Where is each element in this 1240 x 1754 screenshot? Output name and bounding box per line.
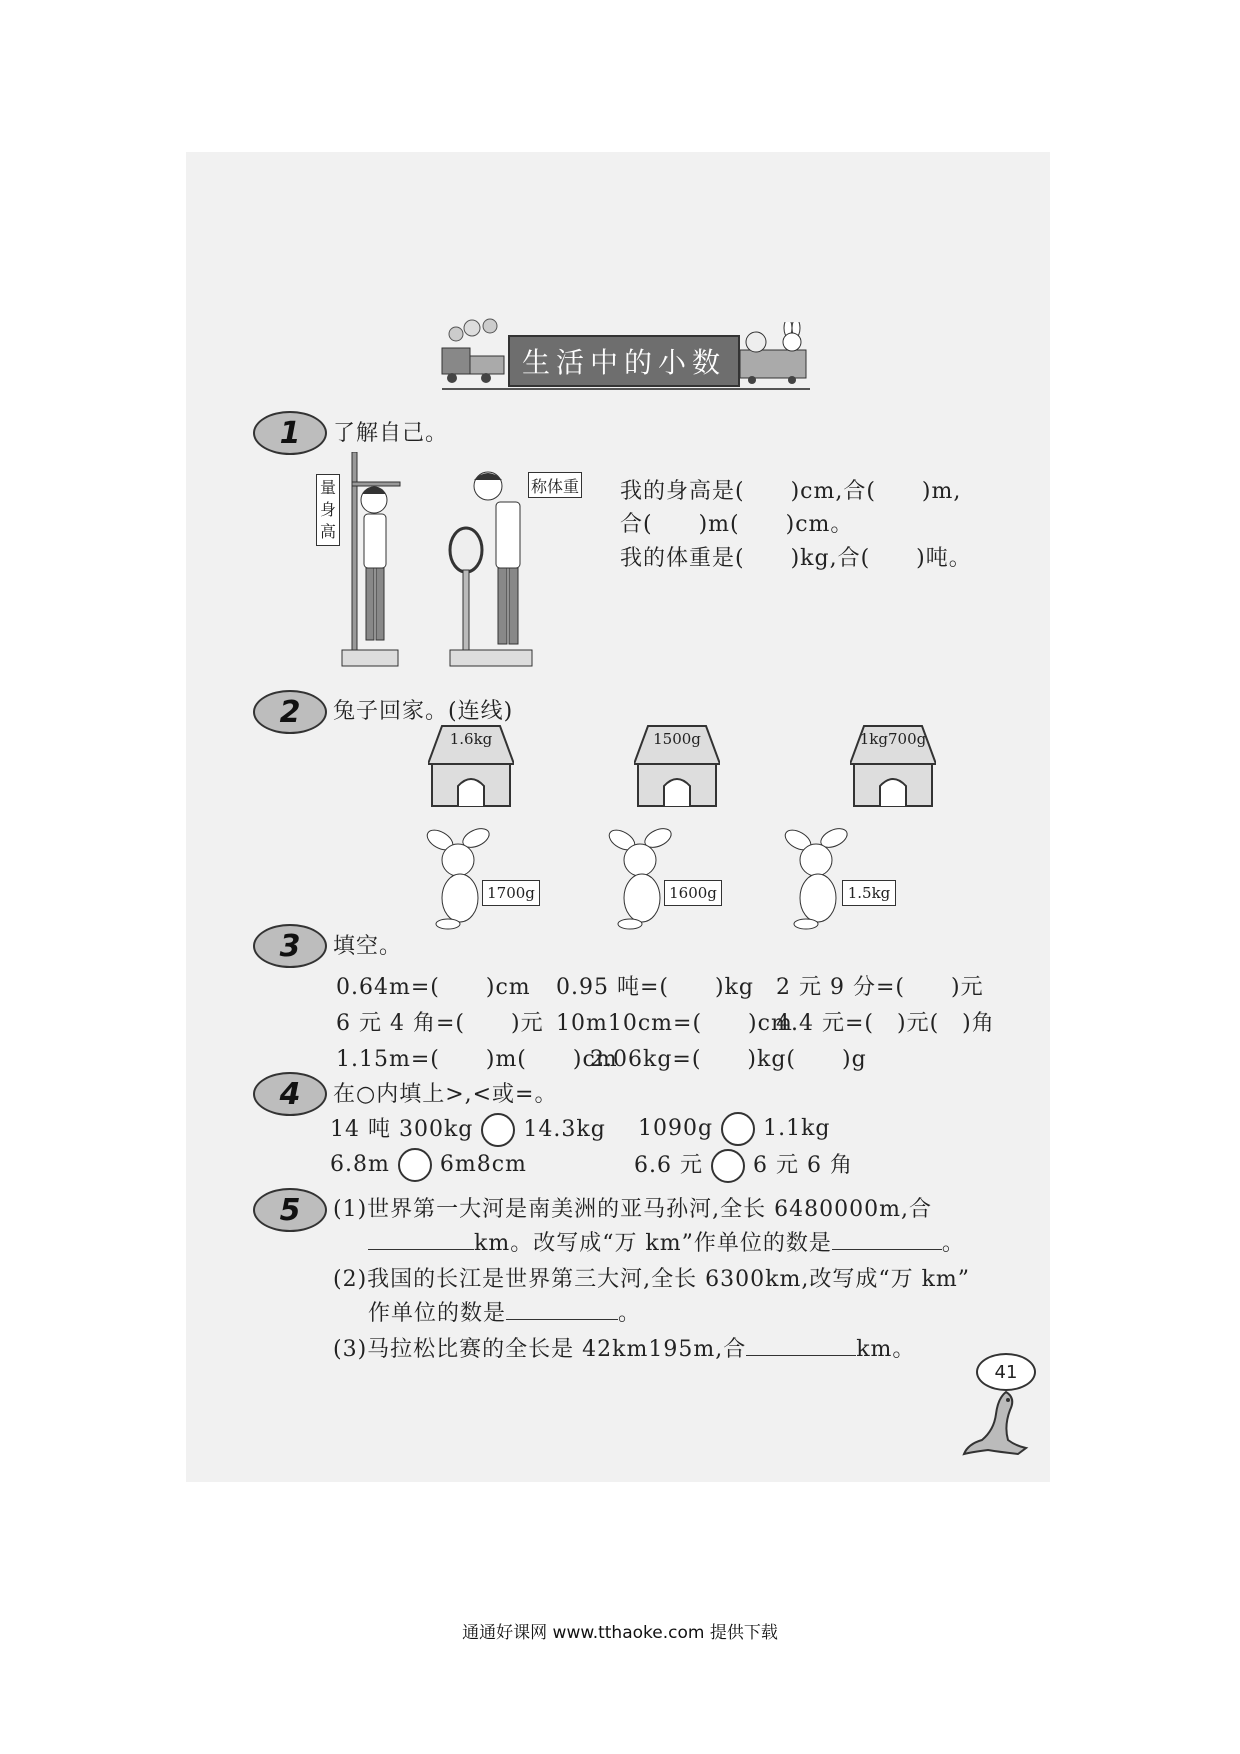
height-weight-illustration bbox=[338, 452, 538, 672]
compare-circle[interactable] bbox=[398, 1148, 432, 1182]
house-2[interactable] bbox=[634, 724, 720, 812]
footer-text: 通通好课网 www.tthaoke.com 提供下载 bbox=[462, 1623, 778, 1643]
house-3[interactable] bbox=[850, 724, 936, 812]
q3-item: 6 元 4 角=( )元 bbox=[336, 1011, 544, 1036]
question-number-3: 3 bbox=[253, 924, 327, 968]
house-1[interactable] bbox=[428, 724, 514, 812]
rabbit-2[interactable] bbox=[602, 824, 722, 934]
rabbit-2-label: 1600g bbox=[664, 880, 722, 906]
q4-compare-2 bbox=[638, 1112, 830, 1146]
q5-part1: (1)世界第一大河是南美洲的亚马孙河,全长 6480000m,合 bbox=[333, 1197, 932, 1222]
house-3-label: 1kg700g bbox=[859, 730, 927, 748]
q5-part3-text: (3)马拉松比赛的全长是 42km195m,合 bbox=[333, 1337, 747, 1362]
q3-item: 0.64m=( )cm bbox=[336, 975, 531, 1000]
q3-item: 2.06kg=( )kg( )g bbox=[590, 1047, 867, 1072]
q1-height-line: 我的身高是( )cm,合( )m, bbox=[620, 479, 962, 504]
answer-blank[interactable] bbox=[506, 1299, 618, 1320]
q1-prompt: 了解自己。 bbox=[333, 421, 449, 446]
q5-part2-line2 bbox=[368, 1296, 641, 1327]
house-1-label: 1.6kg bbox=[449, 730, 493, 748]
q3-prompt: 填空。 bbox=[333, 934, 403, 959]
q4-compare-1 bbox=[330, 1112, 606, 1147]
measure-height-label: 量身高 bbox=[316, 474, 340, 546]
rabbit-icon bbox=[778, 824, 858, 934]
q5-part1-end: 。 bbox=[941, 1231, 965, 1256]
q4-left: 6.6 元 bbox=[634, 1153, 703, 1178]
question-number-2: 2 bbox=[253, 690, 327, 734]
q3-item: 0.95 吨=( )kg bbox=[556, 975, 754, 1000]
rabbit-3[interactable] bbox=[778, 824, 898, 934]
q5-part3-end: km。 bbox=[856, 1337, 916, 1362]
q4-left: 6.8m bbox=[330, 1152, 390, 1177]
answer-blank[interactable] bbox=[368, 1229, 474, 1250]
question-number-4: 4 bbox=[253, 1072, 327, 1116]
q5-part2-end: 。 bbox=[618, 1301, 642, 1326]
page-number: 41 bbox=[976, 1353, 1036, 1391]
house-2-label: 1500g bbox=[653, 730, 701, 748]
q5-part1-text: km。改写成“万 km”作单位的数是 bbox=[474, 1231, 832, 1256]
q5-part2: (2)我国的长江是世界第三大河,全长 6300km,改写成“万 km” bbox=[333, 1267, 971, 1292]
rabbit-3-label: 1.5kg bbox=[842, 880, 896, 906]
rabbit-kids-icon bbox=[738, 322, 810, 384]
q1-height-line-2: 合( )m( )cm。 bbox=[620, 512, 854, 537]
compare-circle[interactable] bbox=[481, 1113, 515, 1147]
q5-part3 bbox=[333, 1332, 915, 1363]
q5-part1-line2 bbox=[368, 1226, 965, 1257]
q3-item: 1.15m=( )m( )cm bbox=[336, 1047, 618, 1072]
q4-left: 14 吨 300kg bbox=[330, 1117, 474, 1142]
q3-item: 10m10cm=( )cm bbox=[556, 1011, 793, 1036]
page-title: 生活中的小数 bbox=[508, 335, 740, 387]
q4-right: 6m8cm bbox=[439, 1152, 527, 1177]
q4-left: 1090g bbox=[638, 1116, 714, 1141]
answer-blank[interactable] bbox=[746, 1335, 856, 1356]
rabbit-icon bbox=[602, 824, 682, 934]
q4-right: 6 元 6 角 bbox=[752, 1153, 853, 1178]
compare-circle[interactable] bbox=[721, 1112, 755, 1146]
q4-compare-4 bbox=[634, 1148, 853, 1183]
weigh-label: 称体重 bbox=[528, 472, 582, 498]
q3-item: 4.4 元=( )元( )角 bbox=[776, 1011, 995, 1036]
compare-circle[interactable] bbox=[711, 1149, 745, 1183]
title-underline bbox=[442, 388, 810, 390]
q5-part2-text: 作单位的数是 bbox=[368, 1301, 507, 1326]
q3-item: 2 元 9 分=( )元 bbox=[776, 975, 984, 1000]
rabbit-1-label: 1700g bbox=[482, 880, 540, 906]
q4-right: 14.3kg bbox=[523, 1117, 606, 1142]
q4-right: 1.1kg bbox=[763, 1116, 831, 1141]
q2-prompt: 兔子回家。(连线) bbox=[333, 699, 514, 724]
seal-icon bbox=[960, 1390, 1032, 1458]
train-icon bbox=[438, 318, 508, 384]
q4-prompt: 在○内填上>,<或=。 bbox=[333, 1082, 558, 1107]
question-number-1: 1 bbox=[253, 411, 327, 455]
q1-weight-line: 我的体重是( )kg,合( )吨。 bbox=[620, 546, 972, 571]
question-number-5: 5 bbox=[253, 1188, 327, 1232]
q4-compare-3 bbox=[330, 1148, 527, 1182]
rabbit-1[interactable] bbox=[420, 824, 540, 934]
rabbit-icon bbox=[420, 824, 500, 934]
answer-blank[interactable] bbox=[832, 1229, 942, 1250]
